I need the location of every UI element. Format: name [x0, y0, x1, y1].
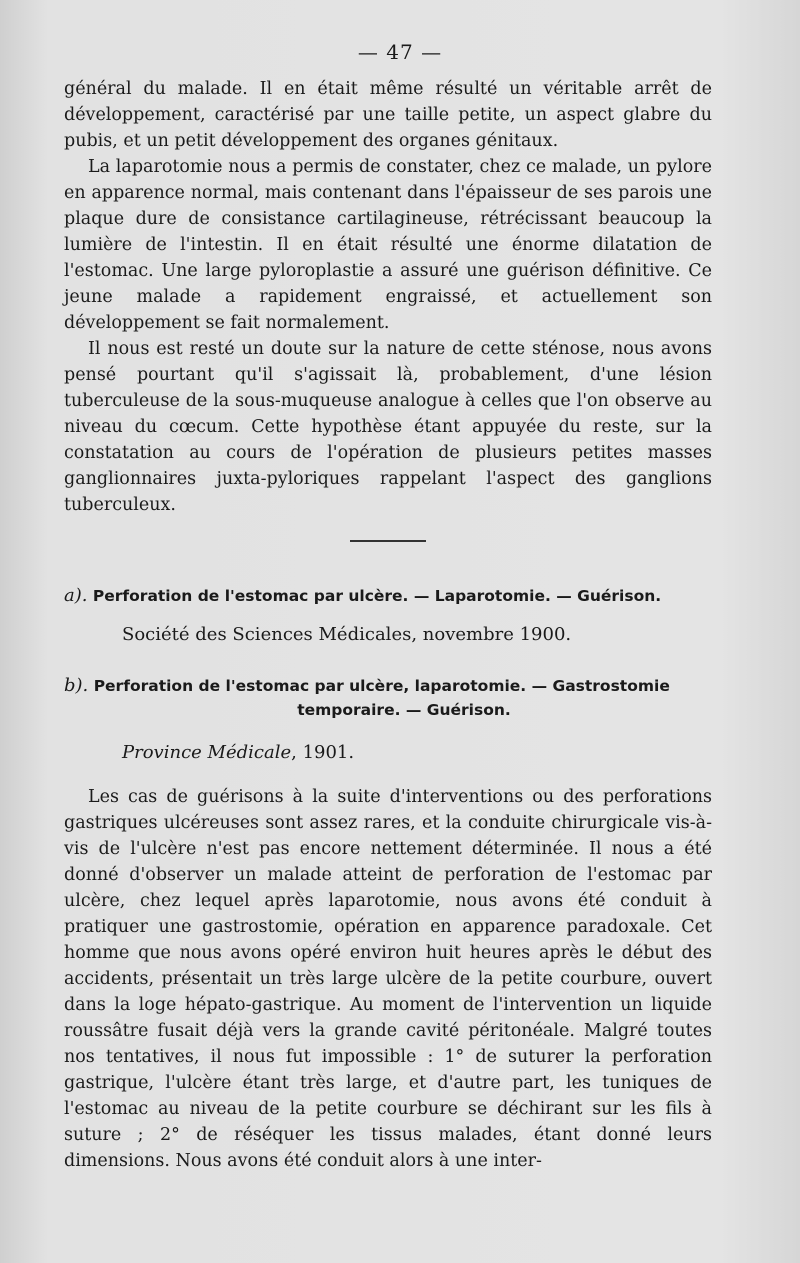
entry-b-heading: [64, 674, 724, 722]
paragraph: Il nous est resté un doute sur la nature de cette sténose, nous avons pensé pourtant qu'il s'agissait là, probablement, d'une lésion tuberculeuse de la sous-muqueuse analogue à celles que l'on observe au niveau du cœcum. Cette hypothèse étant appuyée du reste, sur la constatation au cours de l'opération de plusieurs petites masses ganglionnaires juxta-pyloriques rappelant l'aspect des ganglions tuberculeux.: [64, 339, 712, 515]
paragraph: Les cas de guérisons à la suite d'interventions ou des perforations gastriques ulcéreuses sont assez rares, et la conduite chirurgicale vis-à-vis de l'ulcère n'est pas encore nettement déterminée. Il nous a été donné d'observer un malade atteint de perforation de l'estomac par ulcère, chez lequel après laparotomie, nous avons été conduit à pratiquer une gastrostomie, opération en apparence paradoxale. Cet homme que nous avons opéré environ huit heures après le début des accidents, présentait un très large ulcère de la petite courbure, ouvert dans la loge hépato-gastrique. Au moment de l'intervention un liquide roussâtre fusait déjà vers la grande cavité péritonéale. Malgré toutes nos tentatives, il nous fut impossible : 1° de suturer la perforation gastrique, l'ulcère étant très large, et d'autre part, les tuniques de l'estomac au niveau de la petite courbure se déchirant sur les fils à suture ; 2° de réséquer les tissus malades, étant donné leurs dimensions. Nous avons été conduit alors à une inter-: [64, 787, 712, 1171]
entry-b-title-line2: temporaire. — Guérison.: [297, 701, 511, 719]
entry-a-title: Perforation de l'estomac par ulcère. — Laparotomie. — Guérison.: [92, 587, 662, 605]
text-block-entry-b: [64, 784, 712, 1174]
text-block-continuation: [64, 76, 712, 518]
page-number: — 47 —: [357, 40, 443, 64]
entry-b-source: [122, 740, 354, 766]
entry-b-title-line1: Perforation de l'estomac par ulcère, laparotomie. — Gastrostomie: [93, 677, 670, 695]
paragraph: La laparotomie nous a permis de constater, chez ce malade, un pylore en apparence normal, mais contenant dans l'épaisseur de ses parois une plaque dure de consistance cartilagineuse, rétrécissant beaucoup la lumière de l'intestin. Il en était résulté une énorme dilatation de l'estomac. Une large pyloroplastie a assuré une guérison définitive. Ce jeune malade a rapidement engraissé, et actuellement son développement se fait normalement.: [64, 157, 712, 333]
paragraph: général du malade. Il en était même résulté un véritable arrêt de développement, caractérisé par une taille petite, un aspect glabre du pubis, et un petit développement des organes génitaux.: [64, 79, 712, 151]
entry-b-letter: b).: [64, 675, 89, 696]
entry-a-heading: [64, 584, 724, 608]
entry-b-journal: Province Médicale: [122, 742, 292, 763]
section-separator: [350, 540, 426, 542]
entry-a-letter: a).: [64, 585, 88, 606]
entry-b-year: , 1901.: [291, 742, 355, 763]
entry-a-source: Société des Sciences Médicales, novembre 1900.: [122, 624, 572, 645]
